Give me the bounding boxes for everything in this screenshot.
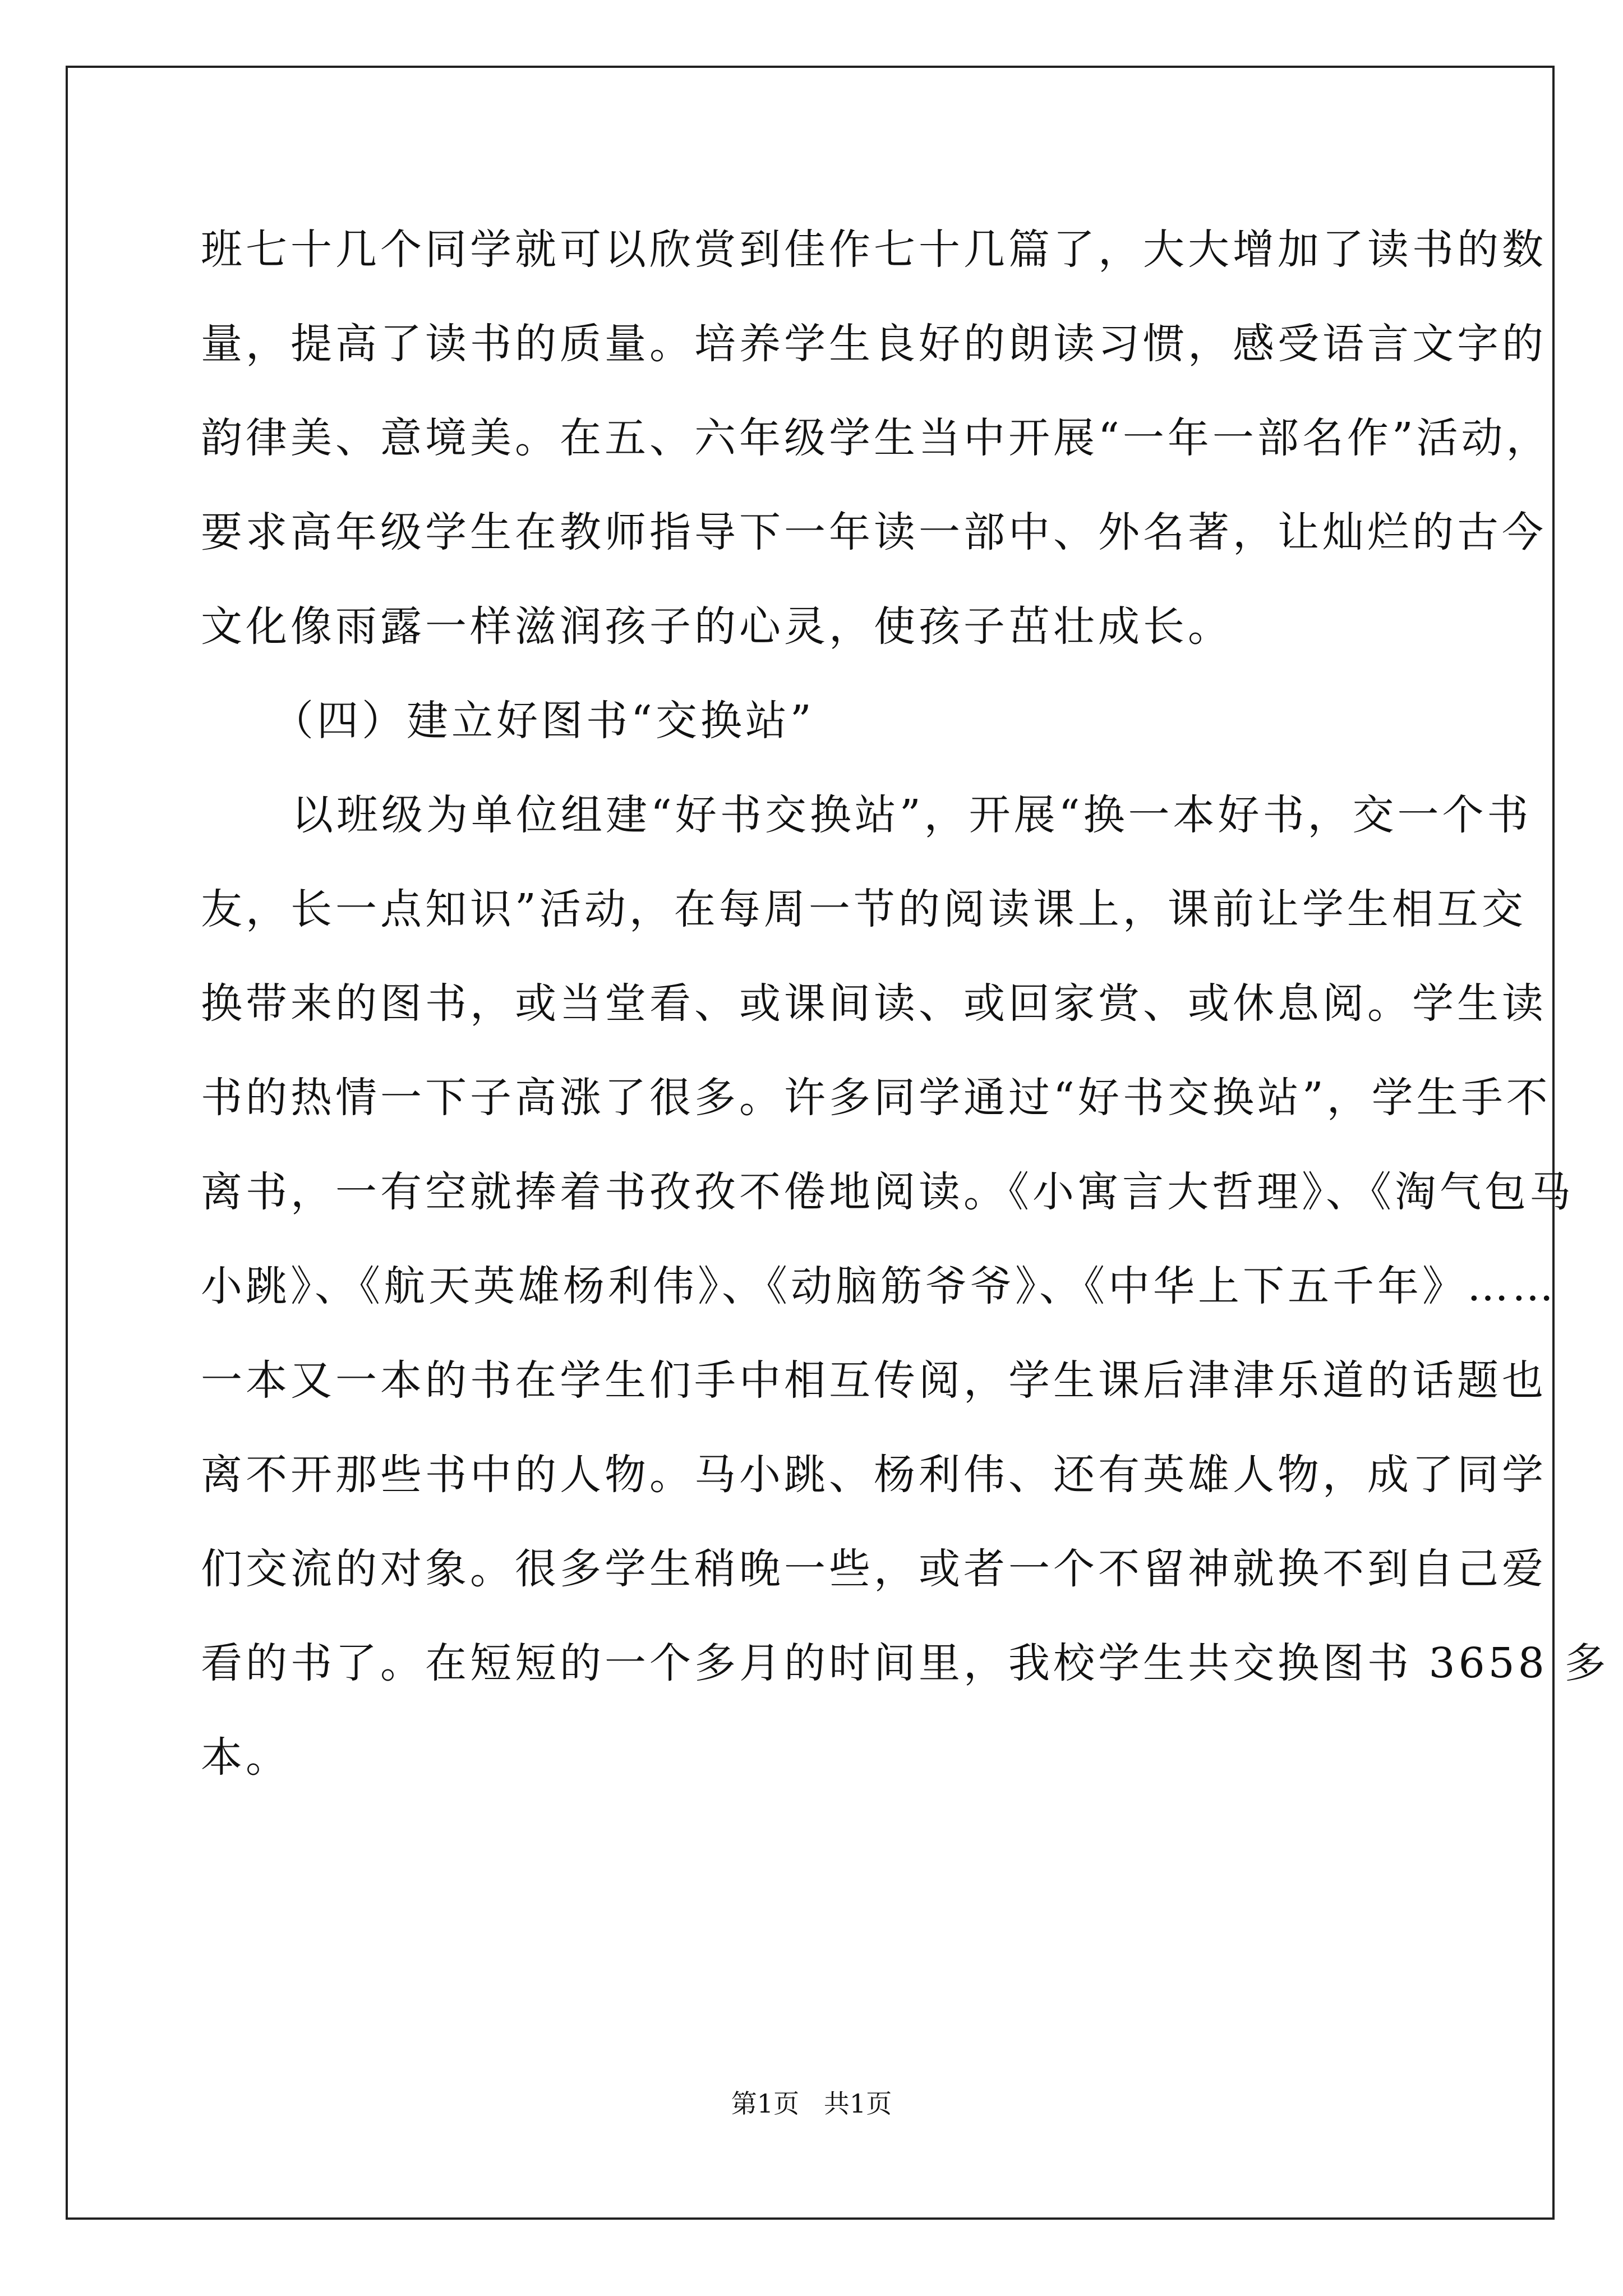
section-heading: （四）建立好图书“交换站” — [272, 697, 815, 745]
body-text-line: 以班级为单位组建“好书交换站”，开展“换一本好书，交一个书 — [292, 791, 1532, 839]
body-text-line: 书的热情一下子高涨了很多。许多同学通过“好书交换站”，学生手不 — [201, 1074, 1551, 1122]
body-text-line: 小跳》、《航天英雄杨利伟》、《动脑筋爷爷》、《中华上下五千年》…… — [201, 1262, 1557, 1310]
body-text-line: 看的书了。在短短的一个多月的时间里，我校学生共交换图书 3658 多 — [201, 1639, 1610, 1687]
body-text-line: 韵律美、意境美。在五、六年级学生当中开展“一年一部名作”活动， — [201, 414, 1551, 462]
body-text-line: 一本又一本的书在学生们手中相互传阅，学生课后津津乐道的话题也 — [201, 1356, 1547, 1405]
body-text-line: 要求高年级学生在教师指导下一年读一部中、外名著，让灿烂的古今 — [201, 508, 1547, 556]
body-text-line: 离不开那些书中的人物。马小跳、杨利伟、还有英雄人物，成了同学 — [201, 1451, 1547, 1499]
body-text-line: 换带来的图书，或当堂看、或课间读、或回家赏、或休息阅。学生读 — [201, 979, 1547, 1028]
body-text-line: 本。 — [201, 1733, 291, 1782]
body-text-line: 友，长一点知识”活动，在每周一节的阅读课上，课前让学生相互交 — [201, 885, 1527, 933]
body-text-line: 离书，一有空就捧着书孜孜不倦地阅读。《小寓言大哲理》、《淘气包马 — [201, 1168, 1574, 1216]
body-text-line: 们交流的对象。很多学生稍晚一些，或者一个不留神就换不到自己爱 — [201, 1545, 1547, 1593]
page-border — [66, 66, 1555, 2220]
page-number-footer: 第1页 共1页 — [731, 2088, 892, 2119]
body-text-line: 量，提高了读书的质量。培养学生良好的朗读习惯，感受语言文字的 — [201, 320, 1547, 368]
body-text-line: 班七十几个同学就可以欣赏到佳作七十几篇了，大大增加了读书的数 — [201, 226, 1547, 274]
body-text-line: 文化像雨露一样滋润孩子的心灵，使孩子茁壮成长。 — [201, 602, 1233, 651]
